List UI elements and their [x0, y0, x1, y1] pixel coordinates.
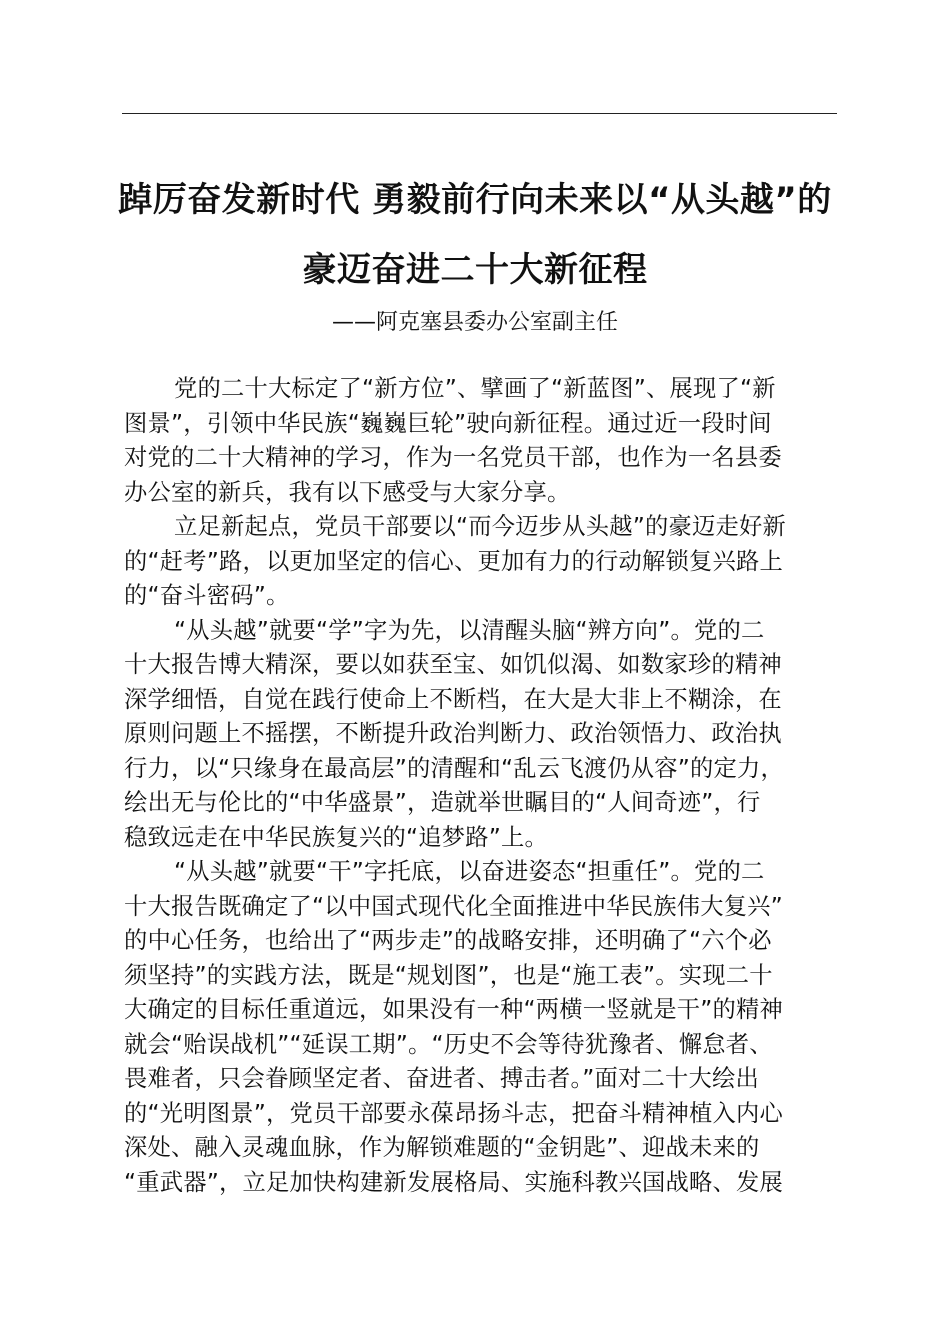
paragraph-3-line-7: 稳致远走在中华民族复兴的“追梦路”上。	[124, 823, 548, 851]
paragraph-4-line-5: 大确定的目标任重道远，如果没有一种“两横一竖就是干”的精神	[124, 996, 783, 1023]
paragraph-3-line-1: “从头越”就要“学”字为先，以清醒头脑“辨方向”。党的二	[174, 616, 765, 644]
paragraph-4-line-3: 的中心任务，也给出了“两步走”的战略安排，还明确了“六个必	[124, 927, 772, 954]
paragraph-1-line-2: 图景”，引领中华民族“巍巍巨轮”驶向新征程。通过近一段时间	[124, 409, 772, 437]
paragraph-4-line-8: 的“光明图景”，党员干部要永葆昂扬斗志，把奋斗精神植入内心	[124, 1099, 783, 1127]
paragraph-3-line-3: 深学细悟，自觉在践行使命上不断档，在大是大非上不糊涂，在	[124, 685, 782, 713]
paragraph-4-line-10: “重武器”，立足加快构建新发展格局、实施科教兴国战略、发展	[124, 1168, 783, 1196]
paragraph-3-line-5: 行力，以“只缘身在最高层”的清醒和“乱云飞渡仍从容”的定力，	[124, 754, 784, 782]
paragraph-4-line-7: 畏难者，只会眷顾坚定者、奋进者、搏击者。”面对二十大绘出	[124, 1065, 760, 1092]
paragraph-3-line-6: 绘出无与伦比的“中华盛景”，造就举世瞩目的“人间奇迹”，行	[124, 789, 761, 816]
paragraph-4-line-4: 须坚持”的实践方法，既是“规划图”，也是“施工表”。实现二十	[124, 961, 773, 989]
author-subtitle: ——阿克塞县委办公室副主任	[331, 310, 618, 335]
paragraph-2-line-2: 的“赶考”路，以更加坚定的信心、更加有力的行动解锁复兴路上	[124, 547, 783, 575]
title-line-1: 踔厉奋发新时代 勇毅前行向未来以“从头越”的	[118, 180, 832, 220]
header-rule	[122, 113, 837, 114]
body-text	[124, 372, 844, 1200]
paragraph-4-line-1: “从头越”就要“干”字托底，以奋进姿态“担重任”。党的二	[174, 858, 765, 885]
title-line-2: 豪迈奋进二十大新征程	[302, 250, 648, 290]
paragraph-4-line-2: 十大报告既确定了“以中国式现代化全面推进中华民族伟大复兴”	[124, 892, 783, 920]
paragraph-1-line-3: 对党的二十大精神的学习，作为一名党员干部，也作为一名县委	[124, 444, 782, 471]
paragraph-1-line-4: 办公室的新兵，我有以下感受与大家分享。	[124, 478, 571, 506]
paragraph-4-line-9: 深处、融入灵魂血脉，作为解锁难题的“金钥匙”、迎战未来的	[124, 1134, 760, 1161]
paragraph-2-line-3: 的“奋斗密码”。	[124, 582, 290, 609]
paragraph-3-line-2: 十大报告博大精深，要以如获至宝、如饥似渴、如数家珍的精神	[124, 651, 782, 678]
paragraph-3-line-4: 原则问题上不摇摆，不断提升政治判断力、政治领悟力、政治执	[124, 720, 782, 747]
paragraph-4-line-6: 就会“贻误战机”“延误工期”。“历史不会等待犹豫者、懈怠者、	[124, 1030, 773, 1058]
paragraph-1-line-1: 党的二十大标定了“新方位”、擘画了“新蓝图”、展现了“新	[174, 375, 776, 402]
paragraph-2-line-1: 立足新起点，党员干部要以“而今迈步从头越”的豪迈走好新	[174, 513, 786, 540]
